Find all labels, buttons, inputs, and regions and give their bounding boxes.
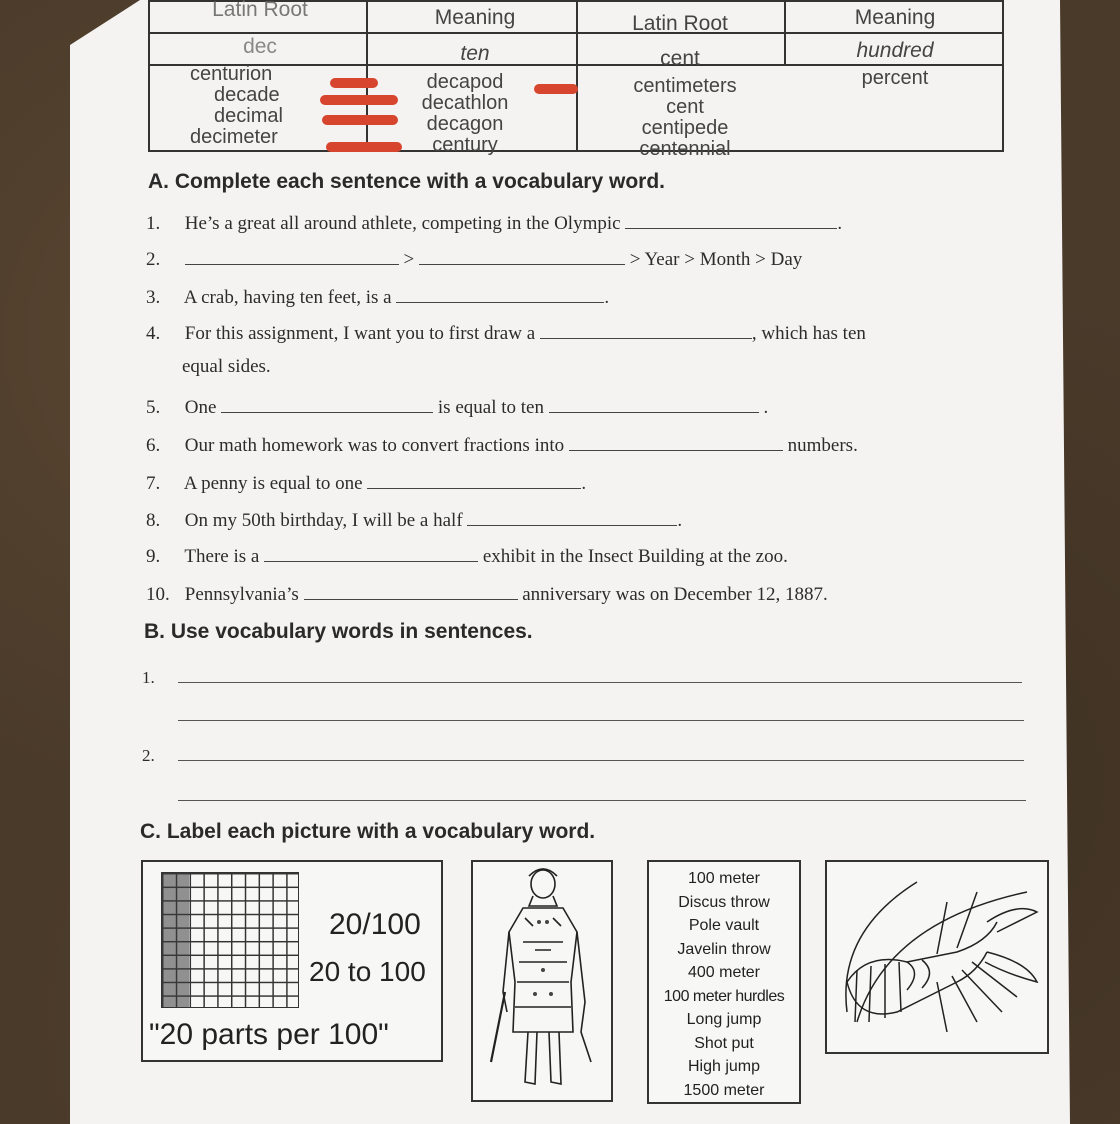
redaction-mark [330,78,378,88]
question-text-end: . [837,213,843,234]
answer-blank[interactable] [221,394,433,413]
event-high-jump: High jump [687,1058,761,1075]
question-8 [146,507,682,532]
question-text: is equal to ten [437,397,544,418]
question-text-end: exhibit in the Insect Building at the zoo. [482,546,788,567]
question-5 [146,394,768,419]
fraction-label: 20/100 [329,908,421,941]
question-text: He’s a great all around athlete, competing in the Olympic [184,213,621,234]
meaning-hundred: hundred [856,39,934,62]
question-text: On my 50th birthday, I will be a half [184,510,463,531]
question-text-end: anniversary was on December 12, 1887. [522,584,828,605]
event-1500-meter: 1500 meter [683,1081,765,1099]
question-text-end: . [604,287,610,308]
question-9 [146,543,788,568]
question-6 [146,432,858,457]
col4-word-list [810,68,980,89]
question-text-end: > Year > Month > Day [629,249,803,270]
redaction-mark [322,115,398,125]
word-centurion: centurion [190,63,273,85]
question-text: For this assignment, I want you to first draw a [184,323,536,344]
table-divider [784,2,786,64]
question-number: 3. [146,287,161,308]
picture-decathlon-box [647,860,801,1104]
decapod-illustration [827,862,1047,1052]
word-decade: decade [214,84,280,106]
answer-blank[interactable] [419,246,625,265]
sentence-number-1: 1. [142,668,155,687]
word-decapod: decapod [426,71,504,93]
question-number: 1. [146,213,161,234]
question-text-end: . [763,397,769,418]
parts-per-label: "20 parts per 100" [149,1018,389,1051]
section-a-title: A. Complete each sentence with a vocabulary word. [148,170,665,193]
word-decimal: decimal [214,105,283,127]
section-c-title: C. Label each picture with a vocabulary word. [140,820,596,843]
col3-word-list [600,76,770,160]
col1-word-list [190,64,330,148]
event-discus-throw: Discus throw [678,893,770,911]
question-text: Pennsylvania’s [184,584,299,605]
picture-centurion-box [471,860,613,1102]
table-divider [366,2,368,150]
header-meaning-2: Meaning [854,6,936,29]
meaning-ten: ten [460,42,490,65]
latin-root-table [148,0,1004,160]
sentence-line-1b[interactable] [178,720,1024,721]
redaction-mark [534,84,578,94]
sentence-line-2a[interactable] [178,760,1024,761]
hundred-grid-image [161,872,299,1008]
answer-blank[interactable] [540,320,752,339]
header-latin-root-1: Latin Root [212,0,308,21]
event-100-meter-hurdles: 100 meter hurdles [663,987,785,1005]
question-text-end: , which has ten [751,323,866,344]
question-text-end: numbers. [787,435,858,456]
picture-decapod-box [825,860,1049,1054]
question-10 [146,581,828,606]
event-400-meter: 400 meter [687,964,761,981]
answer-blank[interactable] [467,507,677,526]
question-3 [146,284,609,309]
header-latin-root-2: Latin Root [632,12,728,35]
word-cent: cent [666,96,704,118]
section-b-title: B. Use vocabulary words in sentences. [144,620,533,643]
word-decagon: decagon [426,113,504,135]
word-decathlon: decathlon [421,92,509,114]
question-text: Our math homework was to convert fractions into [184,435,565,456]
question-text: > [403,249,415,270]
centurion-illustration [473,862,611,1100]
question-1 [146,210,842,235]
question-number: 10. [146,584,170,605]
redaction-mark [320,95,398,105]
col2-word-list [400,72,530,156]
event-javelin-throw: Javelin throw [677,940,771,958]
question-text: A crab, having ten feet, is a [183,287,392,308]
question-number: 2. [146,249,161,270]
word-century: century [432,134,498,156]
ratio-label: 20 to 100 [309,956,426,987]
question-2 [146,246,802,271]
decathlon-event-list [649,867,799,1102]
question-number: 8. [146,510,161,531]
header-meaning-1: Meaning [434,6,516,29]
word-centipede: centipede [641,117,729,139]
answer-blank[interactable] [185,246,399,265]
answer-blank[interactable] [396,284,604,303]
sentence-number-2: 2. [142,746,155,765]
question-number: 7. [146,473,161,494]
sentence-line-2b[interactable] [178,800,1026,801]
question-number: 5. [146,397,161,418]
root-dec: dec [243,35,277,58]
event-pole-vault: Pole vault [688,917,760,934]
answer-blank[interactable] [569,432,783,451]
question-text-end: . [677,510,683,531]
question-text: One [184,397,217,418]
question-7 [146,470,586,495]
root-cent: cent [660,47,700,70]
sentence-line-1a[interactable] [178,682,1022,683]
question-text-end: . [581,473,587,494]
word-centimeters: centimeters [633,75,737,97]
question-4 [146,320,866,345]
table-divider [576,2,578,150]
question-text: There is a [184,546,260,567]
redaction-mark [326,142,402,152]
answer-blank[interactable] [625,210,837,229]
word-percent: percent [861,67,929,89]
answer-blank[interactable] [367,470,581,489]
picture-percent-box [141,860,443,1062]
event-100-meter: 100 meter [687,870,761,887]
event-shot-put: Shot put [694,1034,754,1052]
question-4-continued: equal sides. [182,356,271,377]
answer-blank[interactable] [264,543,478,562]
event-long-jump: Long jump [686,1011,762,1028]
word-decimeter: decimeter [190,126,278,148]
question-number: 6. [146,435,161,456]
question-number: 9. [146,546,161,567]
word-centennial: centennial [639,138,731,160]
answer-blank[interactable] [549,394,759,413]
answer-blank[interactable] [304,581,518,600]
question-number: 4. [146,323,161,344]
question-text: A penny is equal to one [183,473,363,494]
